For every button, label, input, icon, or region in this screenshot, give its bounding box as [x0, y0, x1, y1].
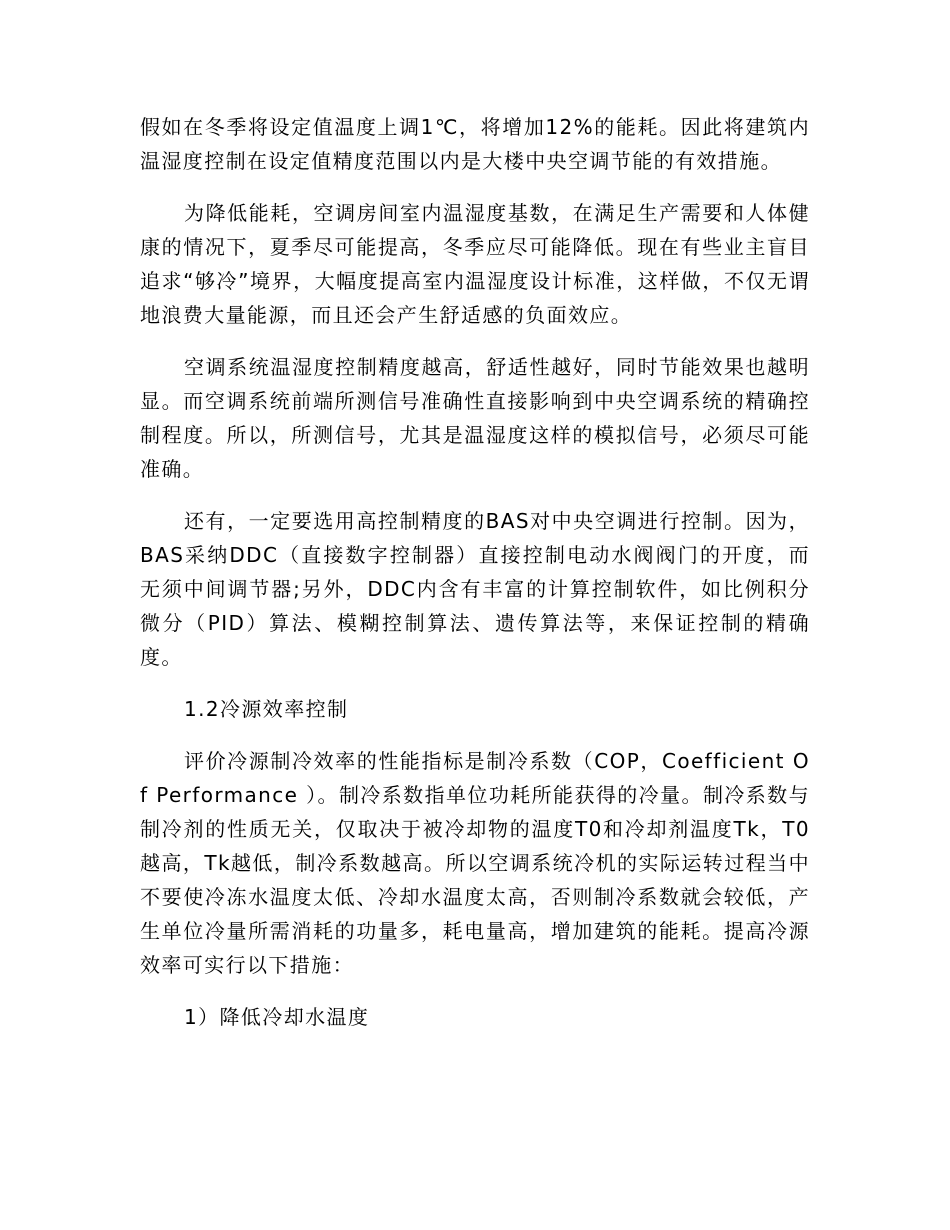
paragraph-energy-setpoint: 假如在冬季将设定值温度上调1℃，将增加12%的能耗。因此将建筑内温湿度控制在设定值精度范围以内是大楼中央空调节能的有效措施。: [140, 115, 810, 173]
section-heading: 1.2冷源效率控制: [184, 697, 349, 721]
paragraph-cop: 评价冷源制冷效率的性能指标是制冷系数（COP，Coefficient Of Performance ）。制冷系数指单位功耗所能获得的冷量。制冷系数与制冷剂的性质无关，仅取决于被冷却物的温度T0和冷却剂温度Tk，T0越高，Tk越低，制冷系数越高。所以空调系统冷机的实际运转过程当中不要使冷冻水温度太低、冷却水温度太高，否则制冷系数就会较低，产生单位冷量所需消耗的功量多，耗电量高，增加建筑的能耗。提高冷源效率可实行以下措施：: [140, 749, 810, 977]
paragraph-bas-control: 还有，一定要选用高控制精度的BAS对中央空调进行控制。因为，BAS采纳DDC（直接数字控制器）直接控制电动水阀阀门的开度，而无须中间调节器;另外，DDC内含有丰富的计算控制软件，如比例积分微分（PID）算法、模糊控制算法、遗传算法等，来保证控制的精确度。: [140, 509, 810, 669]
document-body: [140, 110, 810, 1052]
list-item-lower-cooling-water: 1）降低冷却水温度: [184, 1005, 370, 1029]
paragraph-reduce-energy: 为降低能耗，空调房间室内温湿度基数，在满足生产需要和人体健康的情况下，夏季尽可能提高，冬季应尽可能降低。现在有些业主盲目追求“够冷”境界，大幅度提高室内温湿度设计标准，这样做，不仅无谓地浪费大量能源，而且还会产生舒适感的负面效应。: [140, 201, 810, 327]
paragraph-control-precision: 空调系统温湿度控制精度越高，舒适性越好，同时节能效果也越明显。而空调系统前端所测信号准确性直接影响到中央空调系统的精确控制程度。所以，所测信号，尤其是温湿度这样的模拟信号，必须尽可能准确。: [140, 355, 810, 481]
